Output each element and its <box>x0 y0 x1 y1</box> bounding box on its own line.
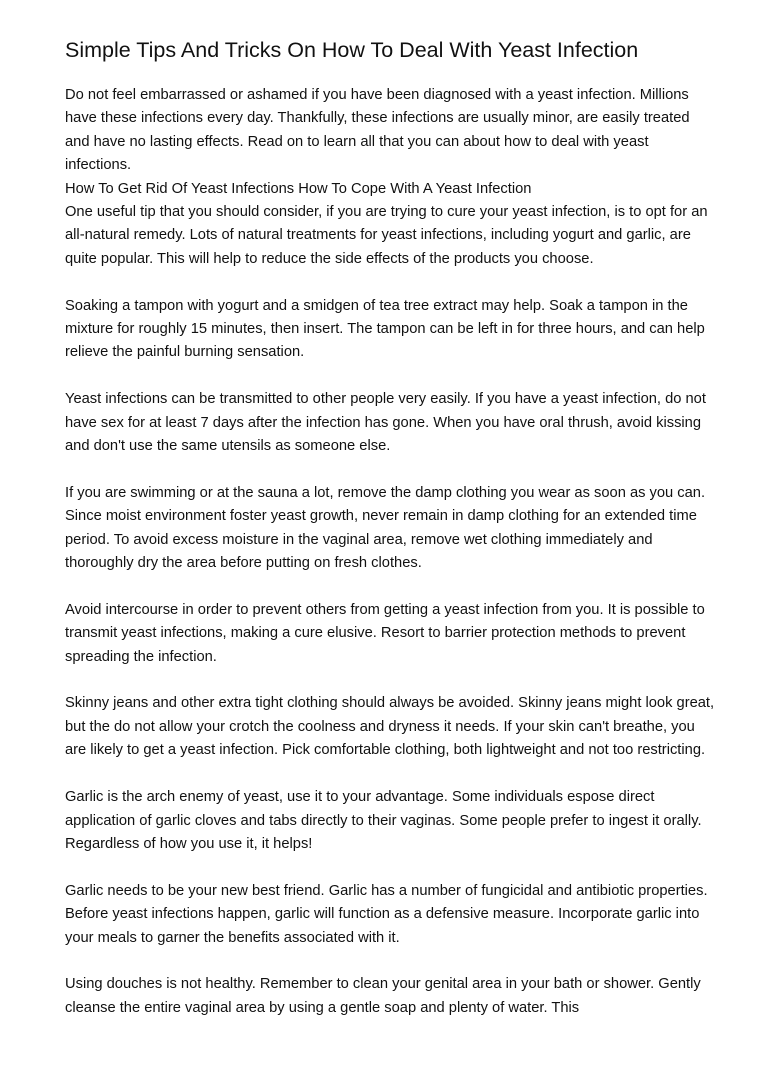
related-links-line: How To Get Rid Of Yeast Infections How To Cope With A Yeast Infection <box>65 180 532 197</box>
natural-remedy-paragraph: One useful tip that you should consider, if you are trying to cure your yeast infection, is to opt for an all-natural remedy. Lots of natural treatments for yeast infections, including yogurt and garlic, are quite popular. This will help to reduce the side effects of the products you choose. <box>65 204 708 267</box>
damp-clothing-paragraph: If you are swimming or at the sauna a lot, remove the damp clothing you wear as soon as you can. Since moist environment foster yeast growth, never remain in damp clothing for an extended time period. To avoid excess moisture in the vaginal area, remove wet clothing immediately and thoroughly dry the area before putting on fresh clothes. <box>65 484 706 572</box>
avoid-intercourse-paragraph: Avoid intercourse in order to prevent others from getting a yeast infection from you. It is possible to transmit yeast infections, making a cure elusive. Resort to barrier protection methods to prevent spreading the infection. <box>65 601 705 665</box>
intro-paragraph: Do not feel embarrassed or ashamed if you have been diagnosed with a yeast infection. Millions have these infections every day. Thankfully, these infections are usually minor, are easily treated and have no lasting effects. Read on to learn all that you can about how to deal with yeast infections. <box>65 87 690 174</box>
douches-paragraph: Using douches is not healthy. Remember to clean your genital area in your bath or shower. Gently cleanse the entire vaginal area by using a gentle soap and plenty of water. This <box>65 976 701 1016</box>
tight-clothing-paragraph: Skinny jeans and other extra tight clothing should always be avoided. Skinny jeans might look great, but the do not allow your crotch the coolness and dryness it needs. If your skin can't breathe, you are likely to get a yeast infection. Pick comfortable clothing, both lightweight and not too restricting. <box>65 695 715 759</box>
garlic-diet-paragraph: Garlic needs to be your new best friend. Garlic has a number of fungicidal and antibiotic properties. Before yeast infections happen, garlic will function as a defensive measure. Incorporate garlic into your meals to garner the benefits associated with it. <box>65 882 708 946</box>
transmission-paragraph: Yeast infections can be transmitted to other people very easily. If you have a yeast infection, do not have sex for at least 7 days after the infection has gone. When you have oral thrush, avoid kissing and don't use the same utensils as someone else. <box>65 391 706 455</box>
document-title: Simple Tips And Tricks On How To Deal With Yeast Infection <box>65 38 639 62</box>
document-body <box>65 84 715 1020</box>
tampon-yogurt-paragraph: Soaking a tampon with yogurt and a smidgen of tea tree extract may help. Soak a tampon in the mixture for roughly 15 minutes, then insert. The tampon can be left in for three hours, and can help relieve the painful burning sensation. <box>65 297 705 361</box>
garlic-application-paragraph: Garlic is the arch enemy of yeast, use it to your advantage. Some individuals espose direct application of garlic cloves and tabs directly to their vaginas. Some people prefer to ingest it orally. Regardless of how you use it, it helps! <box>65 789 702 852</box>
